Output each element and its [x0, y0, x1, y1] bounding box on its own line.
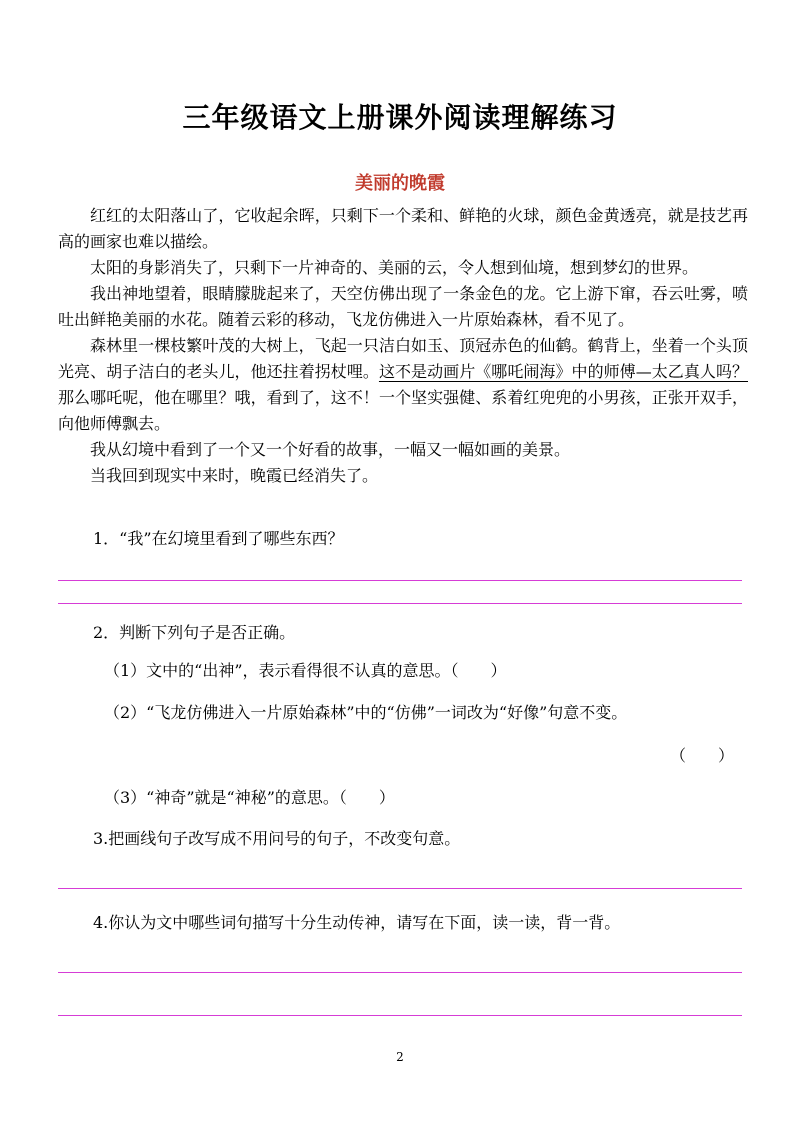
- story-title: 美丽的晚霞: [355, 173, 445, 194]
- question-2-item-2: （2）“飞龙仿佛进入一片原始森林”中的“仿佛”一词改为“好像”句意不变。: [104, 703, 628, 722]
- question-3: 3.把画线句子改写成不用问号的句子，不改变句意。: [93, 829, 461, 848]
- answer-line[interactable]: [58, 888, 742, 889]
- question-1: 1．“我”在幻境里看到了哪些东西？: [93, 529, 344, 548]
- question-2-item-2-answer-paren[interactable]: （ ）: [669, 746, 734, 765]
- answer-line[interactable]: [58, 1015, 742, 1016]
- question-4: 4.你认为文中哪些词句描写十分生动传神，请写在下面，读一读，背一背。: [93, 913, 621, 932]
- answer-line[interactable]: [58, 580, 742, 581]
- question-2-item-3: （3）“神奇”就是“神秘”的意思。（ ）: [104, 788, 395, 807]
- question-2: 2．判断下列句子是否正确。: [93, 623, 296, 642]
- passage-paragraph-1: 红红的太阳落山了，它收起余晖，只剩下一个柔和、鲜艳的火球，颜色金黄透亮，就是技艺再高的画家也难以描绘。: [58, 206, 748, 251]
- page-number: 2: [396, 1050, 404, 1064]
- underlined-sentence: 这不是动画片《哪吒闹海》中的师傅—太乙真人吗？: [378, 362, 748, 381]
- page-title: 三年级语文上册课外阅读理解练习: [182, 101, 618, 134]
- reading-passage: [58, 203, 748, 489]
- answer-line[interactable]: [58, 603, 742, 604]
- passage-paragraph-5: 我从幻境中看到了一个又一个好看的故事，一幅又一幅如画的美景。: [90, 440, 571, 459]
- passage-paragraph-4: [58, 333, 748, 437]
- passage-paragraph-3: 我出神地望着，眼睛朦胧起来了，天空仿佛出现了一条金色的龙。它上游下窜，吞云吐雾，喷吐出鲜艳美丽的水花。随着云彩的移动，飞龙仿佛进入一片原始森林，看不见了。: [58, 284, 748, 329]
- question-2-item-1: （1）文中的“出神”，表示看得很不认真的意思。（ ）: [104, 661, 507, 680]
- passage-paragraph-2: 太阳的身影消失了，只剩下一片神奇的、美丽的云，令人想到仙境，想到梦幻的世界。: [90, 258, 699, 277]
- answer-line[interactable]: [58, 972, 742, 973]
- passage-paragraph-4-start: 森林里一棵枝繁叶茂的大树上，飞起一只洁白如玉、顶冠赤色的仙鹤。鹤背上，坐着一个头顶光亮、胡子洁白的老头儿，他还拄着拐杖哩。: [58, 336, 748, 381]
- passage-paragraph-6: 当我回到现实中来时，晚霞已经消失了。: [90, 466, 379, 485]
- passage-paragraph-4-end: 那么哪吒呢，他在哪里？哦，看到了，这不！一个坚实强健、系着红兜兜的小男孩，正张开双手，向他师傅飘去。: [58, 388, 748, 433]
